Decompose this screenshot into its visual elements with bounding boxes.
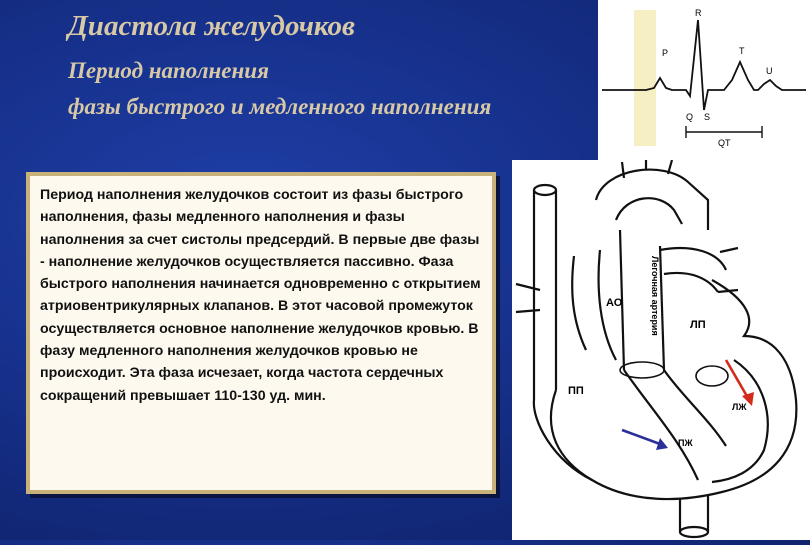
ecg-trace (602, 20, 806, 110)
ecg-label-r: R (695, 8, 702, 18)
ecg-label-u: U (766, 66, 773, 76)
description-text: Период наполнения желудочков состоит из фазы быстрого наполнения, фазы медленного наполнения и фазы наполнения за счет систолы предсердий. В первые две фазы - наполнение желудочков осуществляется пассивно. Фаза быстрого наполнения начинается одновременно с открытием атриовентрикулярных клапанов. В этот часовой промежуток осуществляется основное наполнение желудочков кровью. В фазу медленного наполнения желудочков кровью не происходит. Эта фаза исчезает, когда частота сердечных сокращений превышает 110-130 уд. мин. (40, 187, 481, 404)
ecg-label-qt: QT (718, 138, 731, 148)
ecg-label-t: T (739, 46, 745, 56)
label-pzh: ПЖ (678, 438, 693, 448)
ecg-label-s: S (704, 112, 711, 122)
label-pp: ПП (568, 385, 584, 397)
slide-title: Диастола желудочков (68, 10, 355, 42)
slide-subtitle-period: Период наполнения (68, 58, 269, 83)
label-lzh: ЛЖ (732, 402, 747, 412)
pulmonary-valve-shape (620, 362, 664, 378)
mitral-valve-shape (696, 366, 728, 386)
ecg-label-p: P (662, 48, 669, 58)
blue-arrow-line (622, 430, 660, 444)
label-pulmonary-artery: Легочная артерия (650, 256, 660, 336)
label-lp: ЛП (690, 319, 706, 331)
heart-outline (516, 160, 796, 537)
ecg-graph (598, 0, 810, 160)
slide-subtitle-phases: фазы быстрого и медленного наполнения (68, 94, 492, 119)
red-arrow-line (726, 360, 748, 398)
label-ao: АО (606, 297, 623, 309)
ecg-label-q: Q (686, 112, 694, 122)
heart-diagram (512, 160, 810, 540)
description-textbox (26, 172, 496, 494)
highlight-band (634, 10, 656, 146)
heart-drawing (512, 160, 810, 540)
ecg-figure (598, 0, 810, 160)
